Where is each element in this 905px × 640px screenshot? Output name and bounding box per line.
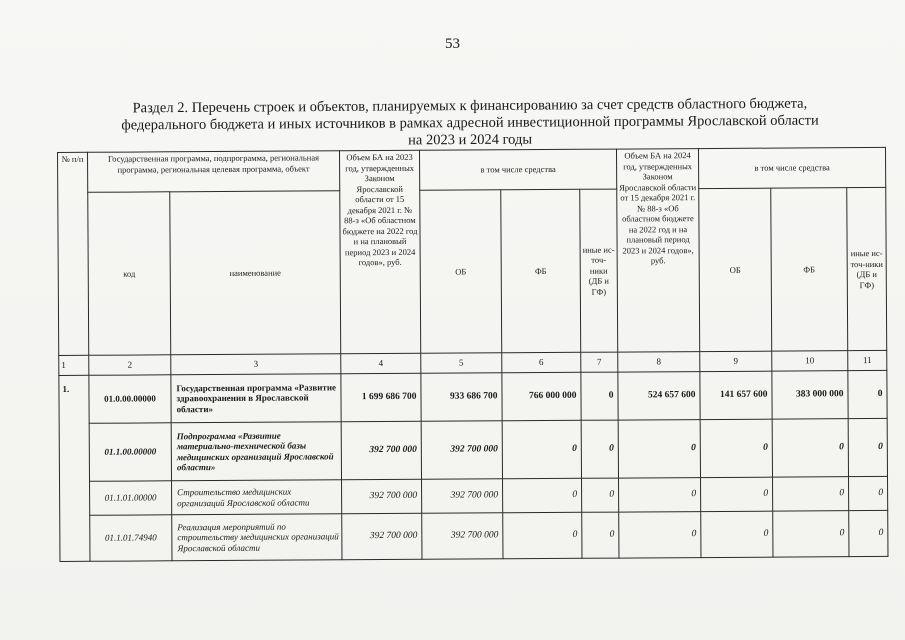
- column-number: 3: [171, 354, 341, 375]
- header-col-no: № п/п: [58, 152, 89, 355]
- title-line-3: на 2023 и 2024 годы: [408, 131, 533, 149]
- row-number: 1.: [59, 375, 90, 561]
- row-ob-2023: 392 700 000: [421, 421, 502, 479]
- column-number: 4: [341, 353, 421, 373]
- header-fb-2023: ФБ: [501, 189, 581, 352]
- row-name: Подпрограмма «Развитие материально-технической базы медицинских организаций Ярославской области»: [171, 422, 341, 481]
- column-number: 10: [772, 351, 848, 371]
- row-other-2023: 0: [581, 372, 618, 420]
- header-volume-2024: Объем БА на 2024 год, утвержденных Законом Ярославской области от 15 декабря 2021 г. № 88-з «Об областном бюджете на 2022 год и на плановый период 2023 и 2024 годов», руб.: [616, 149, 699, 352]
- financing-table: [57, 147, 888, 562]
- column-number: 6: [502, 352, 581, 372]
- table-row: [59, 418, 887, 481]
- row-volume-2024: 0: [618, 420, 700, 478]
- row-volume-2023: 392 700 000: [341, 421, 421, 479]
- page-number: 53: [445, 36, 460, 52]
- title-line-1: Раздел 2. Перечень строек и объектов, планируемых к финансированию за счет средств областного бюджета,: [132, 95, 808, 117]
- header-other-2023: иные ис-точ-ники (ДБ и ГФ): [580, 189, 618, 352]
- row-code: 01.0.00.00000: [89, 375, 171, 424]
- financing-table-wrapper: [57, 147, 888, 562]
- row-ob-2024: 0: [701, 477, 773, 511]
- row-fb-2024: 383 000 000: [772, 371, 848, 419]
- header-name: наименование: [170, 191, 341, 355]
- table-row: [59, 370, 887, 423]
- row-fb-2023: 766 000 000: [502, 372, 581, 420]
- row-fb-2024: 0: [772, 419, 848, 477]
- row-ob-2023: 933 686 700: [421, 373, 502, 421]
- row-other-2024: 0: [848, 476, 887, 510]
- row-other-2023: 0: [582, 478, 619, 512]
- table-row: [60, 476, 888, 515]
- column-number: 1: [59, 355, 89, 375]
- column-number: 9: [700, 351, 772, 371]
- column-number: 8: [618, 352, 700, 373]
- column-number: 11: [848, 350, 887, 370]
- row-name: Строительство медицинских организаций Ярославской области: [172, 480, 342, 515]
- header-other-2024: иные ис-точ-ники (ДБ и ГФ): [847, 187, 887, 350]
- row-volume-2024: 0: [619, 478, 701, 513]
- row-fb-2024: 0: [773, 511, 849, 557]
- row-volume-2024: 524 657 600: [618, 372, 700, 421]
- row-ob-2023: 392 700 000: [422, 513, 503, 559]
- row-volume-2023: 392 700 000: [342, 479, 422, 513]
- row-other-2024: 0: [849, 510, 888, 556]
- column-number: 7: [581, 352, 618, 372]
- row-fb-2024: 0: [772, 477, 848, 511]
- row-code: 01.1.00.00000: [89, 423, 171, 481]
- row-name: Государственная программа «Развитие здравоохранения в Ярославской области»: [171, 374, 341, 423]
- title-line-2: федерального бюджета и иных источников в рамках адресной инвестиционной программы Ярославской области: [121, 112, 819, 134]
- header-ob-2024: ОБ: [699, 188, 772, 351]
- row-volume-2024: 0: [619, 512, 701, 559]
- row-ob-2023: 392 700 000: [422, 479, 503, 513]
- header-volume-2023: Объем БА на 2023 год, утвержденных Законом Ярославской области от 15 декабря 2021 г. № 88-з «Об областном бюджете на 2022 год и на плановый период 2023 и 2024 годов», руб.: [339, 150, 420, 353]
- table-row: [60, 510, 888, 561]
- row-other-2024: 0: [848, 418, 887, 476]
- header-code: код: [88, 192, 171, 355]
- row-ob-2024: 0: [700, 419, 772, 477]
- row-fb-2023: 0: [502, 420, 581, 478]
- header-incl-2024: в том числе средства: [698, 147, 885, 188]
- column-number: 5: [421, 353, 502, 373]
- row-ob-2024: 141 657 600: [700, 371, 772, 419]
- row-fb-2023: 0: [503, 478, 582, 512]
- header-fb-2024: ФБ: [771, 188, 848, 351]
- header-incl-2023: в том числе средства: [419, 149, 616, 190]
- section-title: [90, 95, 850, 151]
- row-ob-2024: 0: [701, 511, 773, 557]
- row-name: Реализация мероприятий по строительству медицинских организаций Ярославской области: [172, 514, 342, 561]
- header-program-group: Государственная программа, подпрограмма, региональная программа, региональная целевая программа, объект: [88, 151, 340, 193]
- row-code: 01.1.01.00000: [90, 481, 172, 516]
- row-other-2023: 0: [581, 420, 618, 478]
- row-fb-2023: 0: [503, 512, 582, 558]
- column-number: 2: [89, 355, 171, 376]
- row-volume-2023: 392 700 000: [342, 513, 422, 559]
- header-ob-2023: ОБ: [420, 190, 502, 353]
- row-other-2023: 0: [582, 512, 619, 558]
- row-other-2024: 0: [848, 370, 887, 418]
- row-code: 01.1.01.74940: [90, 515, 172, 562]
- row-volume-2023: 1 699 686 700: [341, 373, 421, 421]
